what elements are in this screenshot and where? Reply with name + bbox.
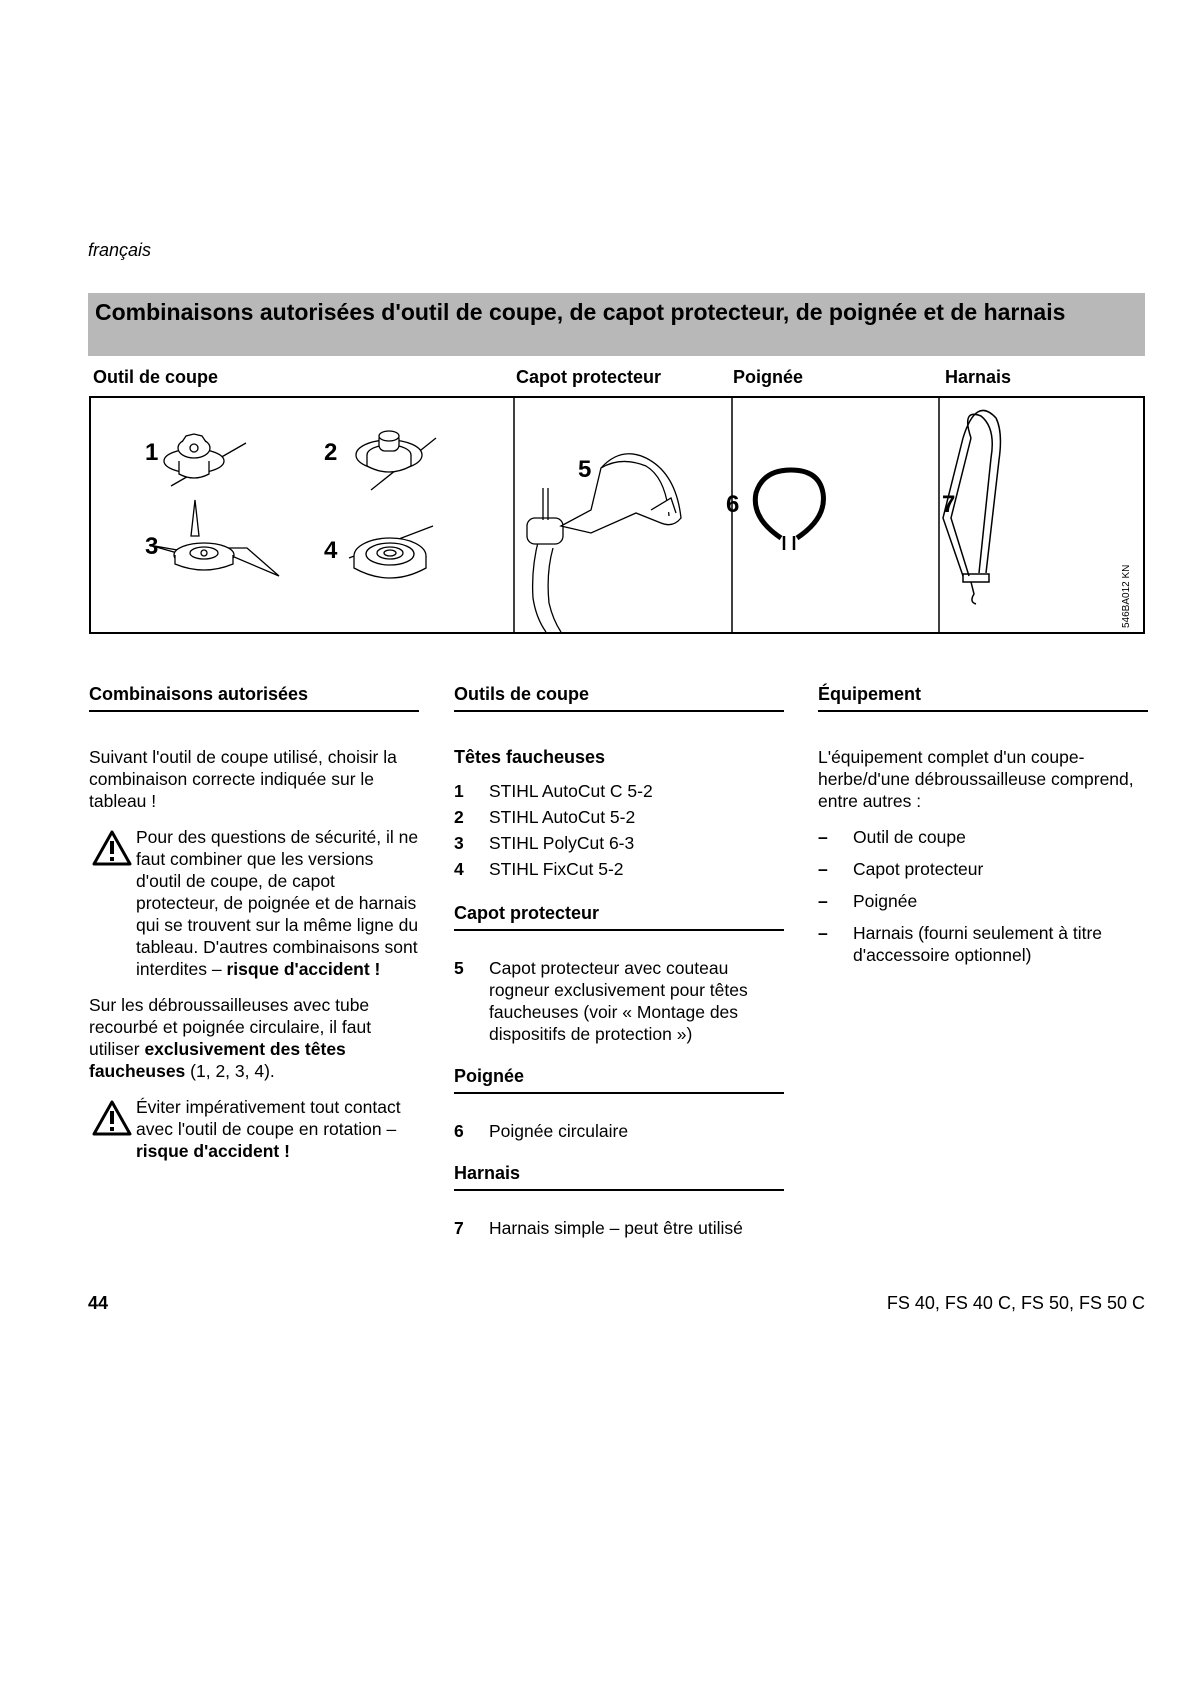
language-label: français [88, 240, 152, 260]
combinations-heading: Combinaisons autorisées [89, 683, 419, 712]
page-title: Combinaisons autorisées d'outil de coupe, de capot protecteur, de poignée et de harnais [95, 299, 1066, 325]
cutting-tools-heading: Outils de coupe [454, 683, 784, 712]
figure-label-3: 3 [145, 533, 159, 560]
model-list: FS 40, FS 40 C, FS 50, FS 50 C [886, 1293, 1145, 1313]
list-item: – Harnais (fourni seulement à titre d'accessoire optionnel) [818, 923, 1102, 965]
equipment-intro: L'équipement complet d'un coupe-herbe/d'une débroussailleuse comprend, entre autres : [818, 747, 1134, 811]
list-item: 3 STIHL PolyCut 6-3 [454, 833, 635, 853]
guard-drawing [527, 454, 681, 632]
guard-heading: Capot protecteur [454, 902, 784, 931]
warning-2-text: Éviter impérativement tout contact avec l'outil de coupe en rotation – [136, 1097, 401, 1139]
harness-list [454, 1217, 784, 1239]
figure-label-2: 2 [324, 439, 338, 466]
equipment-heading: Équipement [818, 683, 1148, 712]
warning-block-2 [89, 1096, 419, 1162]
autocut-c-head-drawing [164, 434, 246, 486]
table-header-harness: Harnais [945, 367, 1012, 387]
autocut-head-drawing [356, 431, 436, 490]
combinations-figure [89, 396, 1145, 634]
handle-list [454, 1120, 784, 1142]
guard-list [454, 957, 784, 1045]
table-header-cutting-tool: Outil de coupe [93, 367, 219, 387]
fixcut-head-drawing [349, 526, 433, 578]
figure-label-1: 1 [145, 439, 159, 466]
list-item: 4 STIHL FixCut 5-2 [454, 859, 624, 879]
list-item: 2 STIHL AutoCut 5-2 [454, 807, 636, 827]
combinations-intro: Suivant l'outil de coupe utilisé, choisir la combinaison correcte indiquée sur le tableau ! [89, 747, 397, 811]
harness-heading: Harnais [454, 1162, 784, 1191]
column-equipment [818, 683, 1148, 976]
figure-label-7: 7 [942, 491, 956, 518]
title-bar [88, 293, 1145, 356]
figure-code: 546BA012 KN [1121, 564, 1132, 628]
warning-1-emphasis: risque d'accident ! [226, 959, 381, 979]
equipment-list [818, 826, 1148, 966]
warning-2-emphasis: risque d'accident ! [136, 1141, 290, 1161]
warning-block-1 [89, 826, 419, 980]
figure-label-5: 5 [578, 456, 592, 483]
page-number: 44 [88, 1293, 109, 1313]
list-item: – Capot protecteur [818, 859, 984, 879]
combinations-note: Sur les débroussailleuses avec tube recourbé et poignée circulaire, il faut utiliser exclusivement des têtes faucheuses (1, 2, 3, 4). [89, 995, 372, 1081]
warning-icon [92, 1100, 132, 1136]
list-item: – Outil de coupe [818, 827, 966, 847]
list-item: 5 Capot protecteur avec couteau rogneur exclusivement pour têtes faucheuses (voir « Montage des dispositifs de protection ») [454, 958, 748, 1044]
warning-icon [92, 830, 132, 866]
column-combinations [89, 683, 419, 1176]
list-item: 6 Poignée circulaire [454, 1121, 629, 1141]
figure-label-4: 4 [324, 537, 338, 564]
list-item: 1 STIHL AutoCut C 5-2 [454, 781, 653, 801]
list-item: – Poignée [818, 891, 918, 911]
list-item: 7 Harnais simple – peut être utilisé [454, 1218, 743, 1238]
column-cutting-tools [454, 683, 784, 1243]
table-header-handle: Poignée [733, 367, 804, 387]
mowing-heads-subheading: Têtes faucheuses [454, 747, 606, 767]
table-header-guard: Capot protecteur [516, 367, 662, 387]
mowing-heads-list [454, 780, 784, 880]
figure-drawing [91, 398, 1143, 632]
handle-heading: Poignée [454, 1065, 784, 1094]
loop-handle-drawing [755, 470, 823, 550]
warning-1-text: Pour des questions de sécurité, il ne faut combiner que les versions d'outil de coupe, de capot protecteur, de poignée et de harnais qui se trouvent sur la même ligne du tableau. D'autres combinaisons sont interdites – [136, 827, 419, 979]
figure-label-6: 6 [726, 491, 740, 518]
polycut-head-drawing [149, 500, 279, 576]
